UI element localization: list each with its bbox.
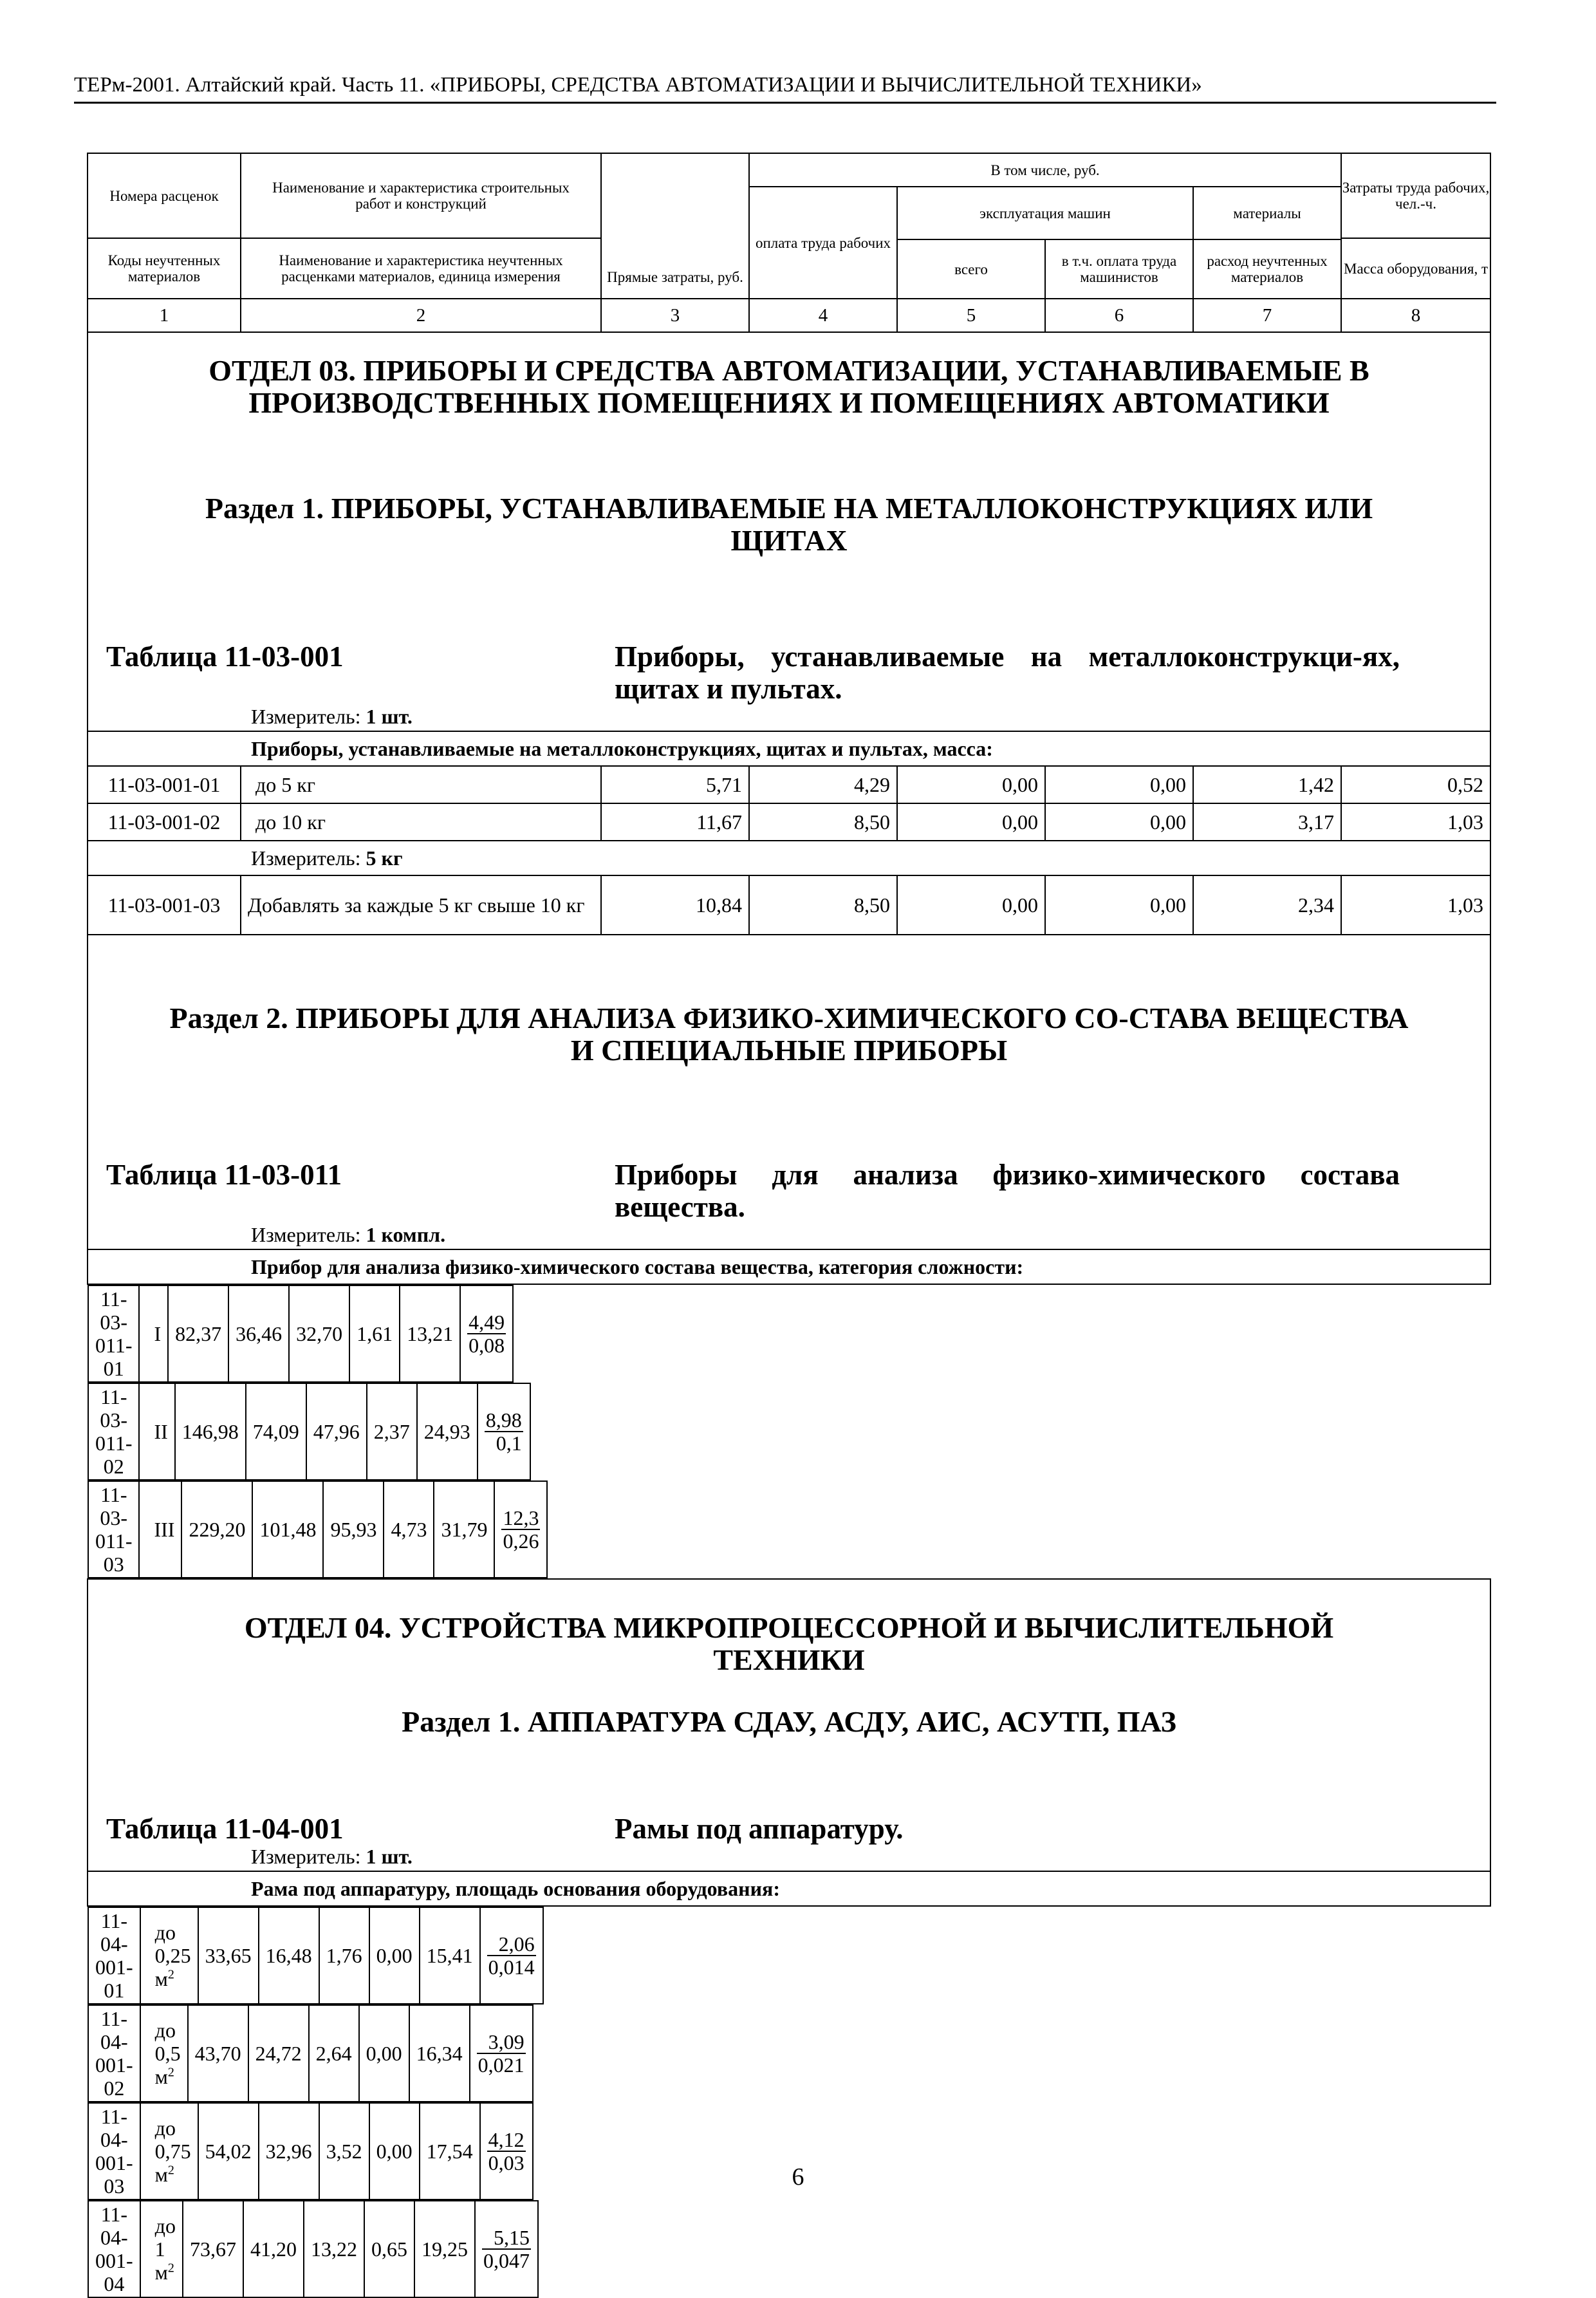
- mass: 0,08: [469, 1333, 505, 1357]
- machines-labor: 0,00: [1045, 766, 1193, 803]
- labor-pay: 32,96: [259, 2103, 319, 2200]
- measure-line: [88, 705, 1490, 731]
- rate-name: [140, 2201, 183, 2297]
- table-row: [88, 1907, 544, 2004]
- col1-header-bottom: Коды неучтенных материалов: [107, 252, 221, 285]
- rate-code: 11-04-001-01: [88, 1907, 140, 2004]
- machines-total: 3,52: [319, 2103, 369, 2200]
- materials: 16,34: [409, 2005, 470, 2102]
- machines-labor: 0,00: [369, 2103, 420, 2200]
- otdel03-title: ОТДЕЛ 03. ПРИБОРЫ И СРЕДСТВА АВТОМАТИЗАЦИИ, УСТАНАВЛИВАЕМЫЕ В ПРОИЗВОДСТВЕННЫХ ПОМЕЩЕНИЯХ И ПОМЕЩЕНИЯХ АВТОМАТИКИ: [209, 354, 1369, 419]
- unit-exponent: 2: [167, 1967, 174, 1982]
- column-number: 4: [749, 299, 897, 332]
- labor-pay: 8,50: [749, 875, 897, 935]
- machines-total: 0,00: [897, 875, 1045, 935]
- rate-name-text: до 1 м: [154, 2214, 176, 2284]
- labor-cost: 0,52: [1341, 766, 1490, 803]
- materials: 24,93: [417, 1383, 478, 1480]
- table-number: Таблица 11-03-001: [106, 640, 344, 673]
- otdel03-block: [88, 332, 1490, 731]
- machines-total: 1,76: [319, 1907, 369, 2004]
- rate-name: I: [139, 1285, 168, 1382]
- rate-code: 11-03-001-02: [88, 803, 241, 841]
- direct-cost: 82,37: [168, 1285, 228, 1382]
- col1-header: [88, 153, 241, 299]
- rate-name: до 10 кг: [241, 803, 601, 841]
- labor-pay: 74,09: [246, 1383, 306, 1480]
- razdel2-block: [88, 935, 1490, 1249]
- machines-total-header: всего: [897, 239, 1045, 299]
- machines-labor: 0,00: [369, 1907, 420, 2004]
- rate-name: II: [139, 1383, 174, 1480]
- table-row: [88, 1383, 531, 1481]
- labor-cost-mass: [494, 1481, 547, 1578]
- labor-cost-mass: [480, 1907, 543, 2004]
- mass: 0,014: [488, 1955, 535, 1979]
- rate-name: до 5 кг: [241, 766, 601, 803]
- column-number: 1: [88, 299, 241, 332]
- measure-label: Измеритель:: [251, 705, 361, 728]
- rate-code: 11-03-011-03: [88, 1481, 139, 1578]
- materials: 19,25: [414, 2201, 475, 2297]
- labor-pay: 8,50: [749, 803, 897, 841]
- direct-cost: 5,71: [601, 766, 749, 803]
- column-number: 3: [601, 299, 749, 332]
- machines-incl-header: в т.ч. оплата труда машинистов: [1045, 239, 1193, 299]
- labor-cost: 1,03: [1341, 803, 1490, 841]
- table-row: [88, 803, 1490, 841]
- rate-name: [140, 1907, 198, 2004]
- direct-cost: 33,65: [198, 1907, 259, 2004]
- unit-exponent: 2: [167, 2163, 174, 2178]
- col1-header-top: Номера расценок: [88, 154, 240, 239]
- materials-header: материалы: [1193, 187, 1341, 239]
- rate-name: III: [139, 1481, 181, 1578]
- machines-total: 47,96: [306, 1383, 367, 1480]
- materials-sub-header: расход неучтенных материалов: [1193, 239, 1341, 299]
- table-row: [88, 1285, 514, 1383]
- table-title: Рамы под аппаратуру.: [615, 1813, 904, 1845]
- razdel2-title: Раздел 2. ПРИБОРЫ ДЛЯ АНАЛИЗА ФИЗИКО-ХИМИЧЕСКОГО СО-СТАВА ВЕЩЕСТВА И СПЕЦИАЛЬНЫЕ ПРИБОРЫ: [169, 1002, 1409, 1067]
- labor-cost-header: Затраты труда рабочих, чел.-ч.: [1342, 154, 1490, 239]
- rate-code: 11-04-001-03: [88, 2103, 140, 2200]
- materials: 15,41: [420, 1907, 480, 2004]
- column-number: 8: [1341, 299, 1490, 332]
- labor-cost: 8,98: [485, 1408, 522, 1432]
- direct-cost: 229,20: [181, 1481, 252, 1578]
- razdel1-title: Раздел 1. ПРИБОРЫ, УСТАНАВЛИВАЕМЫЕ НА МЕТАЛЛОКОНСТРУКЦИЯХ ИЛИ ЩИТАХ: [205, 492, 1373, 557]
- col2-header-top: Наименование и характеристика строительных работ и конструкций: [241, 154, 600, 239]
- machines-labor: 0,65: [364, 2201, 414, 2297]
- mass: 0,1: [496, 1431, 522, 1455]
- mass: 0,047: [483, 2248, 530, 2272]
- table-row: [88, 875, 1490, 935]
- measure-value: 1 шт.: [366, 705, 413, 728]
- machines-total: 0,00: [897, 766, 1045, 803]
- column-number: 5: [897, 299, 1045, 332]
- rate-name-text: до 0,5 м: [154, 2019, 181, 2088]
- col8-header: [1341, 153, 1490, 299]
- rate-code: 11-03-001-03: [88, 875, 241, 935]
- labor-cost: 4,12: [488, 2127, 524, 2151]
- machines-labor: 0,00: [1045, 875, 1193, 935]
- labor-cost: 12,3: [503, 1506, 539, 1529]
- rate-name-text: до 0,75 м: [154, 2116, 191, 2186]
- mass: 0,03: [488, 2151, 524, 2174]
- labor-cost: 1,03: [1341, 875, 1490, 935]
- labor-pay: 101,48: [252, 1481, 323, 1578]
- rate-code: 11-03-011-02: [88, 1383, 139, 1480]
- mass: 0,26: [503, 1529, 539, 1553]
- unit-exponent: 2: [167, 2065, 174, 2080]
- machines-labor: 1,61: [349, 1285, 400, 1382]
- direct-cost: 73,67: [183, 2201, 243, 2297]
- labor-cost: 4,49: [469, 1310, 505, 1334]
- measure-line: [88, 1845, 1490, 1871]
- table-subtitle: Рама под аппаратуру, площадь основания оборудования:: [88, 1871, 1490, 1906]
- razdel1-title: Раздел 1. АППАРАТУРА СДАУ, АСДУ, АИС, АСУТП, ПАЗ: [402, 1705, 1176, 1738]
- mass-header: Масса оборудования, т: [1344, 260, 1488, 277]
- table-subtitle: Приборы, устанавливаемые на металлоконструкциях, щитах и пультах, масса:: [88, 731, 1490, 766]
- table-subtitle: Прибор для анализа физико-химического состава вещества, категория сложности:: [88, 1249, 1490, 1284]
- measure-value: 1 шт.: [366, 1845, 413, 1868]
- incl-header: В том числе, руб.: [749, 153, 1341, 187]
- rate-code: 11-03-001-01: [88, 766, 241, 803]
- machines-total: 95,93: [323, 1481, 384, 1578]
- machines-labor: 2,37: [367, 1383, 417, 1480]
- machines-total: 13,22: [304, 2201, 364, 2297]
- column-numbers-row: [88, 299, 1490, 332]
- col2-header-bottom: Наименование и характеристика неучтенных расценками материалов, единица измерения: [279, 252, 563, 285]
- measure-value: 1 компл.: [366, 1223, 446, 1246]
- labor-pay: 41,20: [243, 2201, 304, 2297]
- table-title: Приборы, устанавливаемые на металлоконструкци-ях, щитах и пультах.: [615, 640, 1400, 705]
- materials: 17,54: [420, 2103, 480, 2200]
- labor-pay: 24,72: [248, 2005, 309, 2102]
- labor-pay: 4,29: [749, 766, 897, 803]
- measure-label: Измеритель:: [251, 846, 361, 870]
- labor-cost-mass: [475, 2201, 538, 2297]
- unit-exponent: 2: [167, 2261, 174, 2275]
- labor-cost: 3,09: [477, 2031, 526, 2054]
- col2-header: [241, 153, 601, 299]
- rate-name: Добавлять за каждые 5 кг свыше 10 кг: [241, 875, 601, 935]
- table-11-04-001-heading: [88, 1813, 1490, 1845]
- column-number: 7: [1193, 299, 1341, 332]
- materials: 3,17: [1193, 803, 1341, 841]
- mass: 0,021: [478, 2053, 524, 2077]
- direct-cost: 10,84: [601, 875, 749, 935]
- rate-code: 11-03-011-01: [88, 1285, 139, 1382]
- table-title: Приборы для анализа физико-химического состава вещества.: [615, 1159, 1400, 1223]
- table-row: [88, 1481, 548, 1578]
- direct-cost: 146,98: [175, 1383, 246, 1480]
- col3-header: Прямые затраты, руб.: [601, 153, 749, 299]
- measure-label: Измеритель:: [251, 1223, 361, 1246]
- estimate-table: [87, 153, 1491, 2298]
- labor-pay: 36,46: [228, 1285, 289, 1382]
- machines-labor: 0,00: [359, 2005, 409, 2102]
- direct-cost: 54,02: [198, 2103, 259, 2200]
- column-number: 6: [1045, 299, 1193, 332]
- rate-name-text: до 0,25 м: [154, 1921, 191, 1990]
- machines-total: 32,70: [289, 1285, 349, 1382]
- materials: 2,34: [1193, 875, 1341, 935]
- machines-labor: 4,73: [384, 1481, 434, 1578]
- labor-pay-header: оплата труда рабочих: [749, 187, 897, 299]
- machines-labor: 0,00: [1045, 803, 1193, 841]
- labor-cost-mass: [478, 1383, 530, 1480]
- table-number: Таблица 11-04-001: [106, 1813, 344, 1845]
- table-11-03-011-heading: [88, 1159, 1490, 1223]
- materials: 13,21: [400, 1285, 460, 1382]
- table-row: [88, 766, 1490, 803]
- running-header: ТЕРм-2001. Алтайский край. Часть 11. «ПРИБОРЫ, СРЕДСТВА АВТОМАТИЗАЦИИ И ВЫЧИСЛИТЕЛЬНОЙ ТЕХНИКИ»: [74, 72, 1496, 104]
- measure-label: Измеритель:: [251, 1845, 361, 1868]
- rate-name: [140, 2005, 188, 2102]
- labor-cost-mass: [470, 2005, 533, 2102]
- page-number: 6: [792, 2163, 804, 2191]
- table-row: [88, 2004, 534, 2102]
- otdel04-title: ОТДЕЛ 04. УСТРОЙСТВА МИКРОПРОЦЕССОРНОЙ И ВЫЧИСЛИТЕЛЬНОЙ ТЕХНИКИ: [244, 1611, 1334, 1676]
- rate-code: 11-04-001-04: [88, 2201, 140, 2297]
- direct-cost: 43,70: [188, 2005, 248, 2102]
- column-number: 2: [241, 299, 601, 332]
- labor-cost-mass: [460, 1285, 513, 1382]
- measure-value: 5 кг: [366, 846, 403, 870]
- labor-cost: 2,06: [487, 1933, 536, 1956]
- machines-total: 2,64: [309, 2005, 359, 2102]
- table-number: Таблица 11-03-011: [106, 1159, 342, 1191]
- measure-line: [88, 1223, 1490, 1249]
- otdel04-block: [88, 1579, 1490, 1871]
- direct-cost: 11,67: [601, 803, 749, 841]
- materials: 31,79: [434, 1481, 494, 1578]
- table-row: [88, 2200, 539, 2298]
- labor-pay: 16,48: [259, 1907, 319, 2004]
- measure-line: [88, 841, 1490, 875]
- machines-total: 0,00: [897, 803, 1045, 841]
- materials: 1,42: [1193, 766, 1341, 803]
- machines-header: эксплуатация машин: [897, 187, 1193, 239]
- table-11-03-001-heading: [88, 640, 1490, 705]
- rate-code: 11-04-001-02: [88, 2005, 140, 2102]
- labor-cost: 5,15: [482, 2227, 531, 2250]
